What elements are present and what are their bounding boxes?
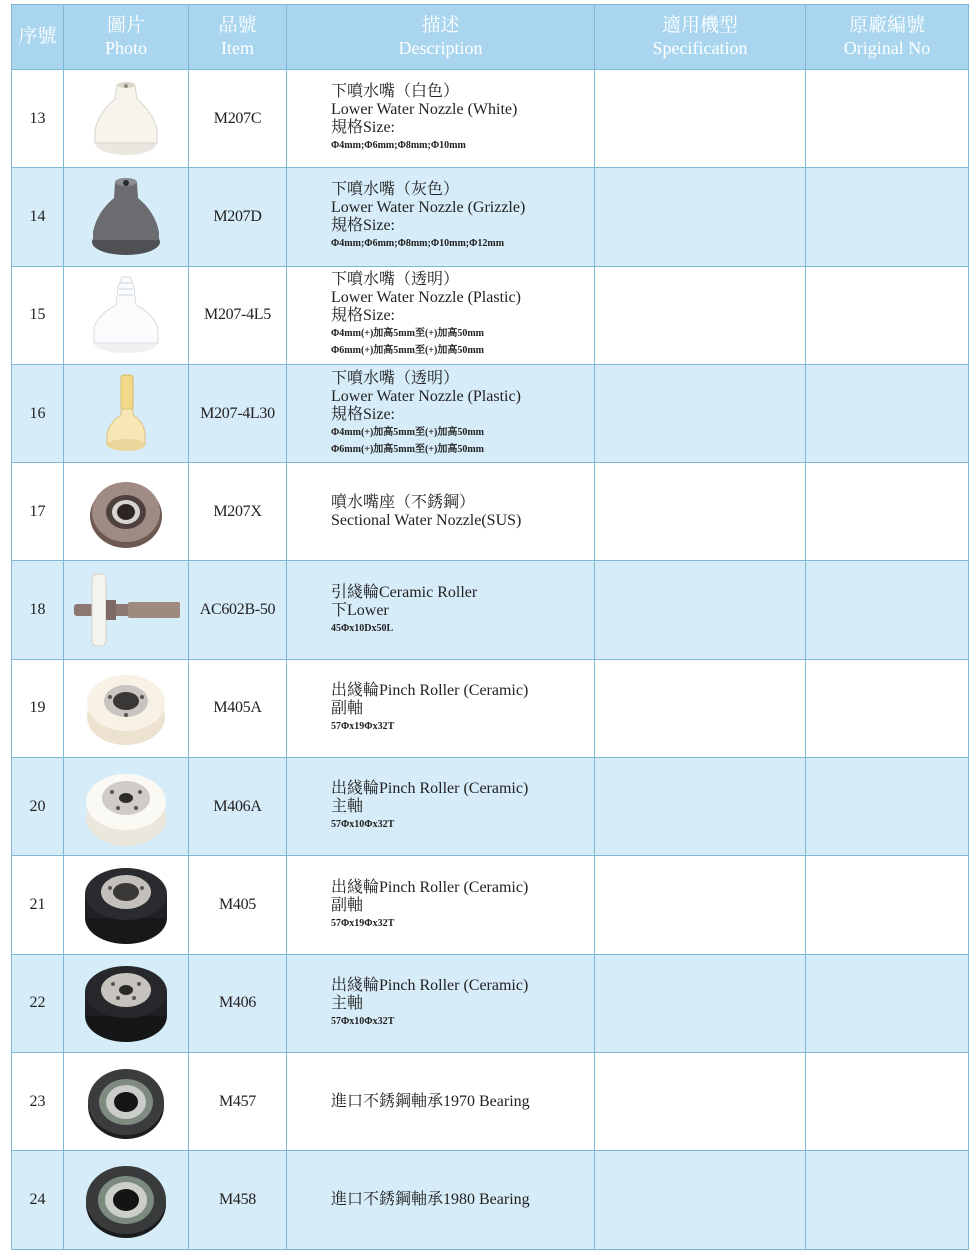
row-original-no: [806, 168, 969, 266]
row-specification: [595, 463, 806, 561]
white-pinch-roller-main-icon: [84, 766, 168, 848]
row-number: 16: [12, 364, 64, 462]
desc-line-2: 主軸: [331, 994, 364, 1012]
row-original-no: [806, 758, 969, 856]
ceramic-roller-icon: [70, 570, 182, 650]
parts-catalog-page: [11, 4, 968, 1250]
desc-line-1: 出綫輪Pinch Roller (Ceramic): [331, 681, 529, 699]
table-header: [12, 5, 969, 70]
row-item-code: M405: [189, 856, 287, 954]
row-description: [287, 954, 595, 1052]
row-photo: [64, 856, 189, 954]
table-row: [12, 561, 969, 659]
row-photo: [64, 463, 189, 561]
row-description: [287, 463, 595, 561]
row-photo: [64, 70, 189, 168]
row-specification: [595, 561, 806, 659]
clear-nozzle-icon: [90, 273, 162, 357]
desc-line-2: Lower Water Nozzle (Grizzle): [331, 199, 526, 217]
row-specification: [595, 168, 806, 266]
white-pinch-roller-icon: [84, 667, 168, 749]
desc-line-2: 下Lower: [331, 601, 389, 619]
table-row: [12, 856, 969, 954]
parts-table: [11, 4, 969, 1250]
size-line-1: 45Φx10Dx50L: [331, 622, 394, 634]
row-item-code: M207D: [189, 168, 287, 266]
bearing-large-icon: [84, 1159, 168, 1241]
row-original-no: [806, 561, 969, 659]
row-original-no: [806, 364, 969, 462]
row-photo: [64, 168, 189, 266]
row-original-no: [806, 659, 969, 757]
desc-line-1: 引綫輪Ceramic Roller: [331, 583, 478, 601]
desc-line-1: 噴水嘴座（不銹鋼）: [331, 493, 476, 511]
row-original-no: [806, 1151, 969, 1249]
header-item-zh: 品號: [218, 15, 257, 36]
nozzle-seat-icon: [86, 472, 166, 552]
row-description: [287, 364, 595, 462]
size-line-1: 57Φx10Φx32T: [331, 819, 395, 831]
row-item-code: M406: [189, 954, 287, 1052]
desc-line-2: Sectional Water Nozzle(SUS): [331, 511, 522, 529]
size-line-1: Φ4mm;Φ6mm;Φ8mm;Φ10mm;Φ12mm: [331, 238, 505, 250]
row-specification: [595, 856, 806, 954]
row-item-code: M405A: [189, 659, 287, 757]
header-original-no: [806, 5, 969, 70]
header-photo-en: Photo: [104, 38, 147, 58]
white-nozzle-icon: [91, 79, 161, 159]
header-desc-en: Description: [398, 38, 483, 58]
black-pinch-roller-icon: [83, 864, 169, 946]
row-description: [287, 659, 595, 757]
desc-line-1: 下噴水嘴（透明）: [331, 369, 460, 387]
header-item-en: Item: [221, 38, 254, 58]
row-original-no: [806, 954, 969, 1052]
row-original-no: [806, 856, 969, 954]
row-number: 21: [12, 856, 64, 954]
size-line-1: 57Φx19Φx32T: [331, 720, 395, 732]
grey-nozzle-icon: [89, 176, 163, 258]
desc-line-1: 進口不銹鋼軸承1980 Bearing: [331, 1190, 530, 1208]
row-number: 23: [12, 1052, 64, 1150]
header-spec-zh: 適用機型: [661, 15, 738, 36]
table-row: [12, 954, 969, 1052]
row-item-code: AC602B-50: [189, 561, 287, 659]
header-seq-label: 序號: [18, 26, 57, 47]
size-line-2: Φ6mm(+)加高5mm至(+)加高50mm: [331, 345, 484, 357]
desc-line-2: 副軸: [331, 699, 364, 717]
row-specification: [595, 364, 806, 462]
desc-line-1: 出綫輪Pinch Roller (Ceramic): [331, 780, 529, 798]
header-desc-zh: 描述: [421, 15, 460, 36]
desc-line-3: 規格Size:: [331, 119, 395, 137]
row-description: [287, 856, 595, 954]
row-description: [287, 561, 595, 659]
row-item-code: M207-4L5: [189, 266, 287, 364]
row-specification: [595, 659, 806, 757]
size-line-2: Φ6mm(+)加高5mm至(+)加高50mm: [331, 443, 484, 455]
row-item-code: M406A: [189, 758, 287, 856]
table-row: [12, 70, 969, 168]
row-description: [287, 1052, 595, 1150]
desc-line-2: Lower Water Nozzle (Plastic): [331, 387, 521, 405]
bearing-icon: [85, 1061, 167, 1143]
row-description: [287, 1151, 595, 1249]
header-seq: [12, 5, 64, 70]
row-photo: [64, 561, 189, 659]
row-description: [287, 266, 595, 364]
desc-line-3: 規格Size:: [331, 217, 395, 235]
desc-line-1: 下噴水嘴（透明）: [331, 271, 460, 289]
row-number: 17: [12, 463, 64, 561]
table-row: [12, 1052, 969, 1150]
row-number: 22: [12, 954, 64, 1052]
desc-line-2: 副軸: [331, 896, 364, 914]
row-number: 14: [12, 168, 64, 266]
row-photo: [64, 266, 189, 364]
row-photo: [64, 364, 189, 462]
row-item-code: M457: [189, 1052, 287, 1150]
row-specification: [595, 1151, 806, 1249]
size-line-1: Φ4mm(+)加高5mm至(+)加高50mm: [331, 426, 484, 438]
header-specification: [595, 5, 806, 70]
size-line-1: Φ4mm;Φ6mm;Φ8mm;Φ10mm: [331, 140, 466, 152]
row-number: 20: [12, 758, 64, 856]
row-specification: [595, 758, 806, 856]
desc-line-1: 下噴水嘴（灰色）: [331, 181, 460, 199]
row-original-no: [806, 463, 969, 561]
header-item: [189, 5, 287, 70]
row-number: 18: [12, 561, 64, 659]
desc-line-2: 主軸: [331, 798, 364, 816]
table-row: [12, 1151, 969, 1249]
header-orig-en: Original No: [843, 38, 931, 58]
black-pinch-roller-main-icon: [83, 962, 169, 1044]
row-item-code: M207C: [189, 70, 287, 168]
row-description: [287, 70, 595, 168]
row-item-code: M207X: [189, 463, 287, 561]
row-specification: [595, 266, 806, 364]
row-number: 13: [12, 70, 64, 168]
row-original-no: [806, 266, 969, 364]
size-line-1: 57Φx19Φx32T: [331, 917, 395, 929]
row-number: 24: [12, 1151, 64, 1249]
header-photo-zh: 圖片: [106, 15, 145, 36]
desc-line-1: 進口不銹鋼軸承1970 Bearing: [331, 1092, 530, 1110]
size-line-1: 57Φx10Φx32T: [331, 1015, 395, 1027]
row-photo: [64, 758, 189, 856]
table-row: [12, 364, 969, 462]
header-description: [287, 5, 595, 70]
row-number: 15: [12, 266, 64, 364]
row-original-no: [806, 70, 969, 168]
desc-line-1: 出綫輪Pinch Roller (Ceramic): [331, 976, 529, 994]
row-specification: [595, 954, 806, 1052]
row-item-code: M207-4L30: [189, 364, 287, 462]
row-photo: [64, 659, 189, 757]
row-item-code: M458: [189, 1151, 287, 1249]
row-description: [287, 758, 595, 856]
row-photo: [64, 954, 189, 1052]
header-spec-en: Specification: [652, 38, 748, 58]
row-original-no: [806, 1052, 969, 1150]
desc-line-1: 下噴水嘴（白色）: [331, 83, 460, 101]
desc-line-3: 規格Size:: [331, 405, 395, 423]
header-photo: [64, 5, 189, 70]
desc-line-3: 規格Size:: [331, 307, 395, 325]
table-row: [12, 463, 969, 561]
desc-line-1: 出綫輪Pinch Roller (Ceramic): [331, 878, 529, 896]
table-row: [12, 168, 969, 266]
row-number: 19: [12, 659, 64, 757]
row-description: [287, 168, 595, 266]
tall-nozzle-icon: [101, 371, 151, 457]
table-body: [12, 70, 969, 1250]
row-specification: [595, 1052, 806, 1150]
row-photo: [64, 1052, 189, 1150]
header-orig-zh: 原廠編號: [848, 15, 925, 36]
desc-line-2: Lower Water Nozzle (White): [331, 101, 518, 119]
table-row: [12, 266, 969, 364]
row-photo: [64, 1151, 189, 1249]
row-specification: [595, 70, 806, 168]
size-line-1: Φ4mm(+)加高5mm至(+)加高50mm: [331, 328, 484, 340]
table-row: [12, 758, 969, 856]
table-row: [12, 659, 969, 757]
desc-line-2: Lower Water Nozzle (Plastic): [331, 289, 521, 307]
